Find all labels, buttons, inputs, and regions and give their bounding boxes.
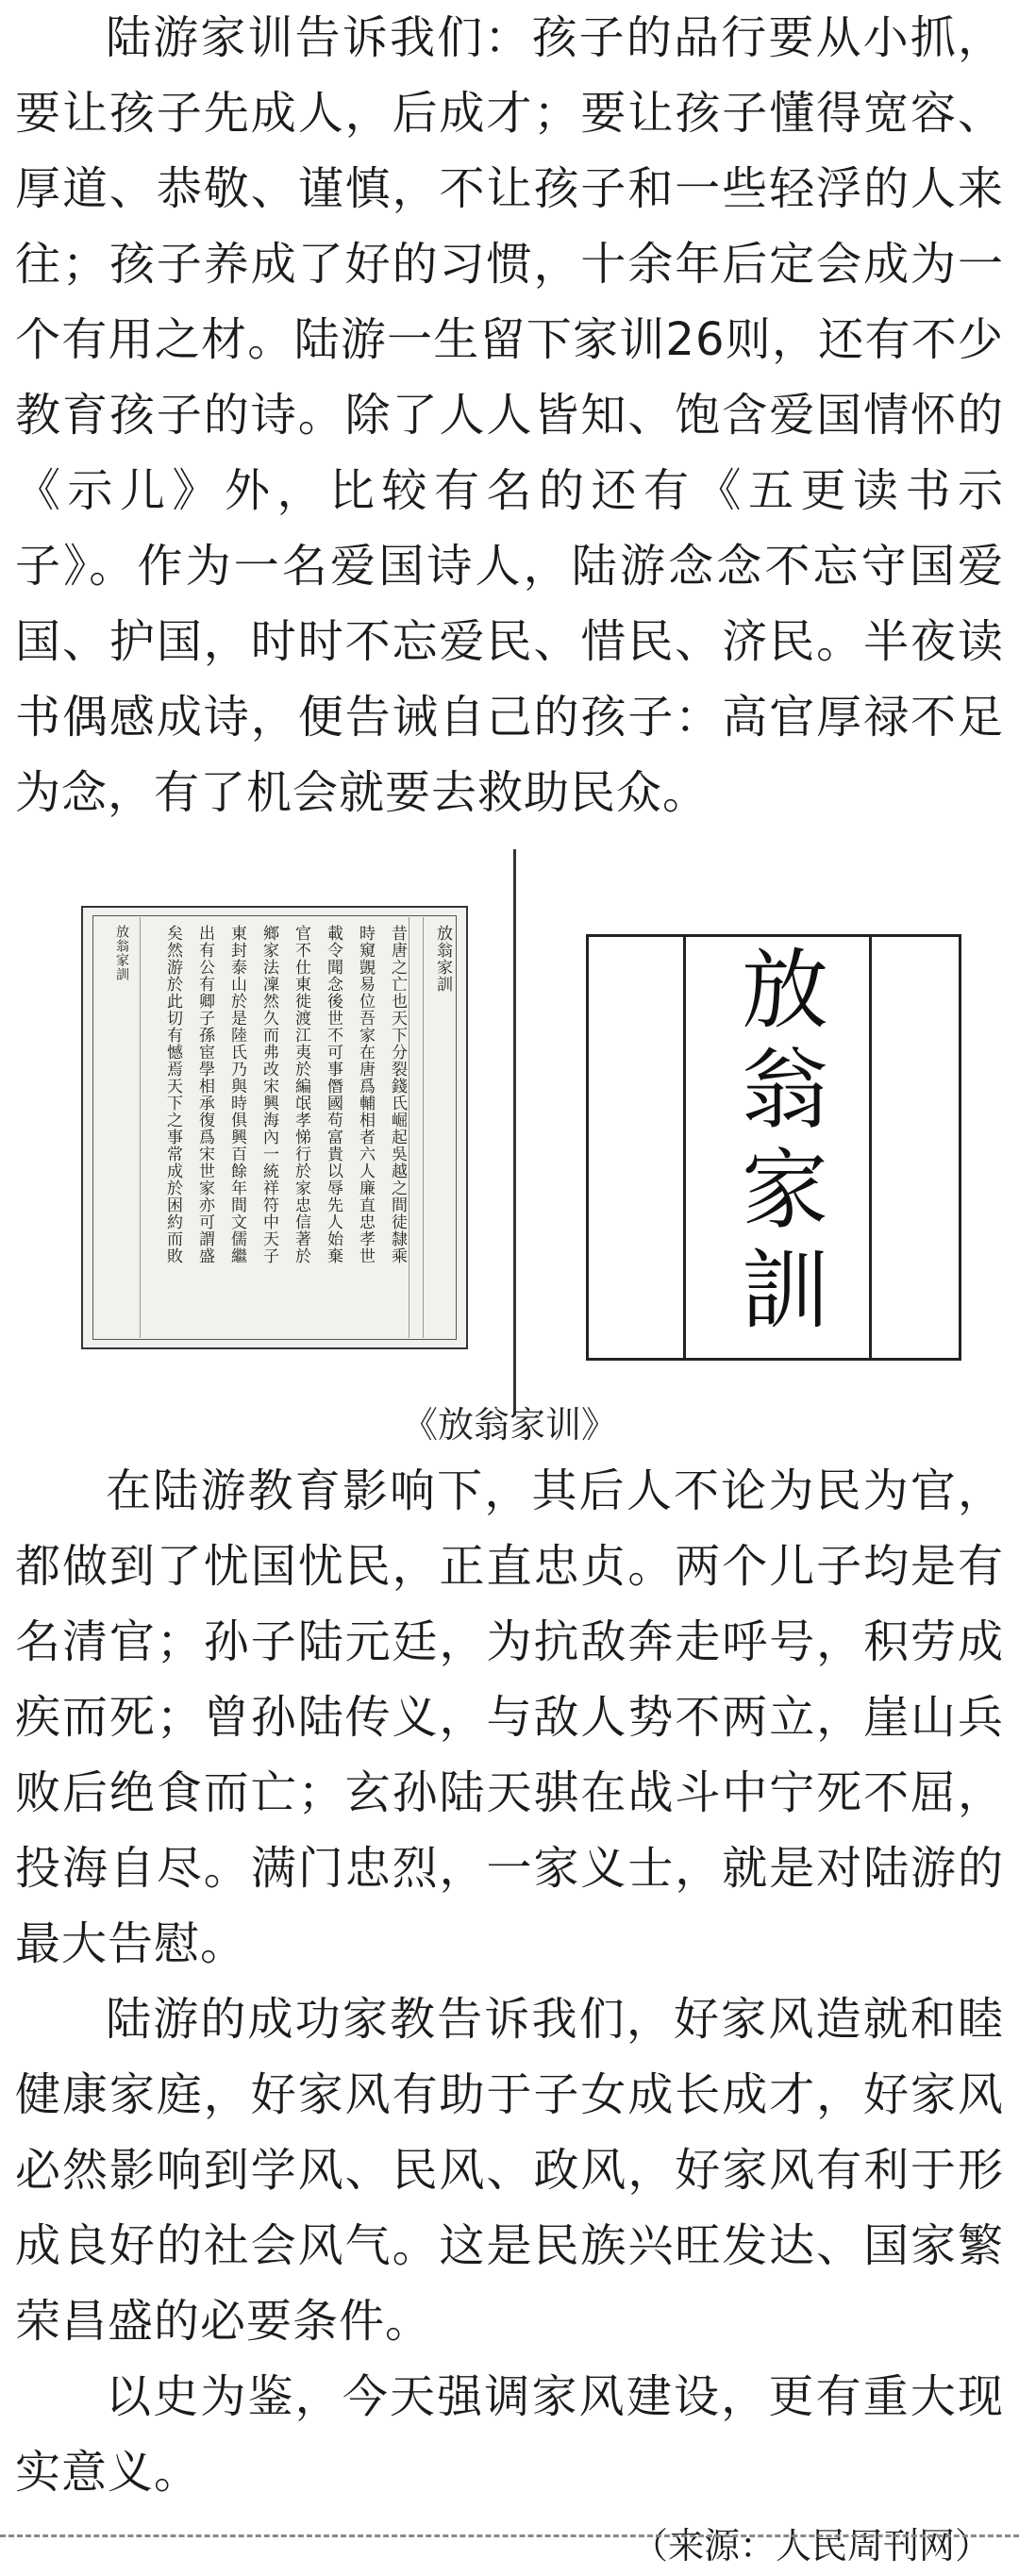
paragraph-4: 以史为鉴，今天强调家风建设，更有重大现实意义。: [15, 2370, 1004, 2499]
article: [15, 0, 1004, 2576]
paragraph-2: 在陆游教育影响下，其后人不论为民为官，都做到了忧国忧民，正直忠贞。两个儿子均是有名清官；孙子陆元廷，为抗敌奔走呼号，积劳成疾而死；曾孙陆传义，与敌人势不两立，崖山兵败后绝食而亡；玄孙陆天骐在战斗中宁死不屈，投海自尽。满门忠烈，一家义士，就是对陆游的最大告慰。: [15, 1464, 1004, 1970]
paragraph-3: 陆游的成功家教告诉我们，好家风造就和睦健康家庭，好家风有助于子女成长成才，好家风必然影响到学风、民风、政风，好家风有利于形成良好的社会风气。这是民族兴旺发达、国家繁荣昌盛的必要条件。: [15, 1993, 1004, 2348]
page-column: 出有公有卿子孫宦學相承復爲宋世家亦可謂盛: [195, 925, 214, 1264]
page-column: 放翁家訓: [433, 925, 452, 993]
page-column: 載令聞念後世不可事僭國苟富貴以辱先人始棄: [324, 925, 342, 1264]
page-column: 矣然游於此切有憾焉天下之事常成於困約而敗: [163, 925, 182, 1264]
cover-title-strip: [683, 934, 872, 1361]
page-column: 昔唐之亡也天下分裂錢氏崛起吳越之間徒隸乘: [388, 925, 407, 1264]
page-column: 時窺覬易位吾家在唐爲輔相者六人廉直忠孝世: [356, 925, 375, 1264]
bottom-divider: [0, 2534, 1019, 2537]
paragraph-1: 陆游家训告诉我们：孩子的品行要从小抓，要让孩子先成人，后成才；要让孩子懂得宽容、厚道、恭敬、谨慎，不让孩子和一些轻浮的人来往；孩子养成了好的习惯，十余年后定会成为一个有用之材。陆游一生留下家训26则，还有不少教育孩子的诗。除了人人皆知、饱含爱国情怀的《示儿》外，比较有名的还有《五更读书示子》。作为一名爱国诗人，陆游念念不忘守国爱国、护国，时时不忘爱民、惜民、济民。半夜读书偶感成诗，便告诫自己的孩子：高官厚禄不足为念，有了机会就要去救助民众。: [15, 11, 1004, 819]
book-cover-image: [586, 934, 961, 1361]
figure: [15, 849, 1004, 1453]
book-page-image: [81, 906, 468, 1349]
figure-caption: 《放翁家训》: [401, 1404, 617, 1446]
source-credit: （来源：人民周刊网）: [631, 2525, 991, 2567]
figure-divider: [513, 849, 516, 1415]
page-column: 官不仕東徙渡江夷於編氓孝悌行於家忠信著於: [292, 925, 310, 1264]
cover-title: 放翁家訓: [727, 944, 828, 1344]
page-column: 東封泰山於是陸氏乃與時俱興百餘年間文儒繼: [227, 925, 246, 1264]
page-column: 放翁家訓: [114, 925, 129, 981]
page-column: 鄉家法凜然久而弗改宋興海內一統祥符中天子: [259, 925, 278, 1264]
